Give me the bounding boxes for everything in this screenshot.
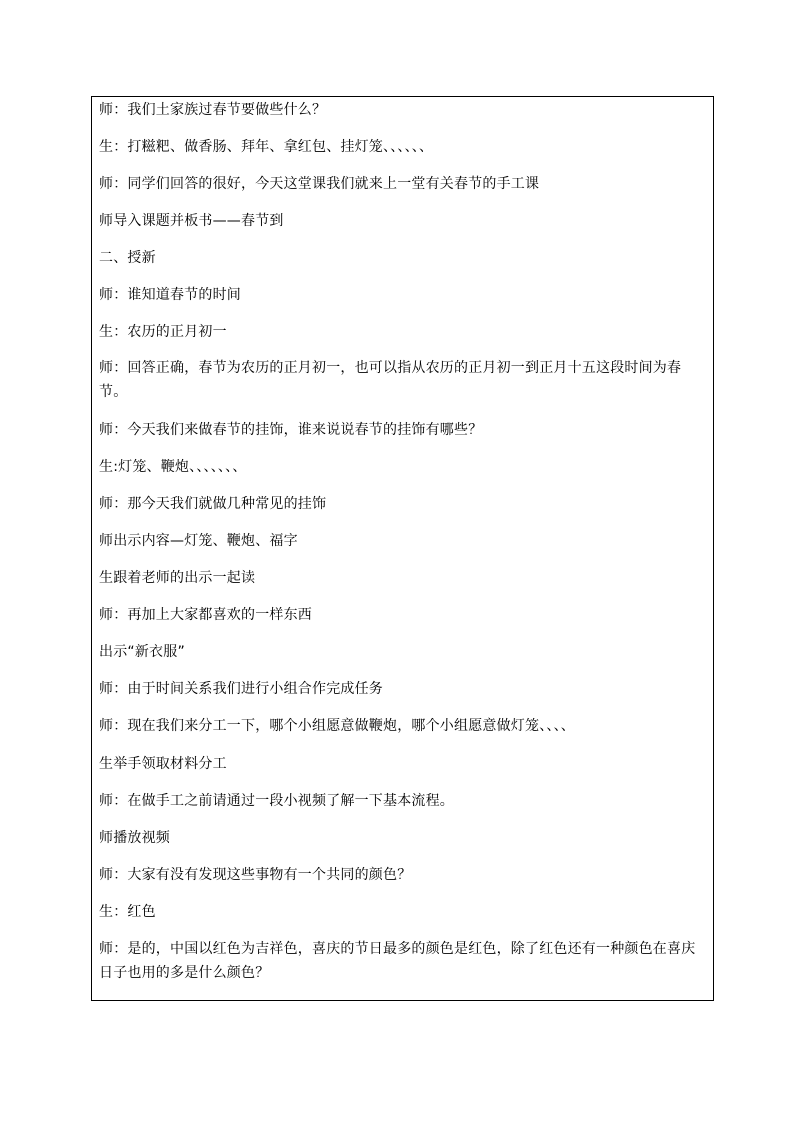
text-line: 师：我们土家族过春节要做些什么？	[99, 102, 327, 118]
text-line: 生：红色	[99, 904, 156, 920]
text-line: 师：今天我们来做春节的挂饰，谁来说说春节的挂饰有哪些？	[99, 422, 483, 438]
text-line: 师播放视频	[99, 830, 170, 846]
text-line: 师导入课题并板书——春节到	[99, 213, 284, 229]
text-line: 生：农历的正月初一	[99, 324, 227, 340]
text-line: 生举手领取材料分工	[99, 756, 227, 772]
text-line: 师：在做手工之前请通过一段小视频了解一下基本流程。	[99, 793, 454, 809]
text-line: 师：现在我们来分工一下，哪个小组愿意做鞭炮，哪个小组愿意做灯笼、、、、	[99, 718, 575, 734]
text-line: 师出示内容—灯笼、鞭炮、福字	[99, 533, 298, 549]
section-heading: 二、授新	[99, 250, 156, 266]
text-line: 师：谁知道春节的时间	[99, 287, 241, 303]
text-line: 生：打糍粑、做香肠、拜年、拿红包、挂灯笼、、、、、、	[99, 139, 434, 155]
text-line: 师：大家有没有发现这些事物有一个共同的颜色？	[99, 867, 412, 883]
text-line: 师：由于时间关系我们进行小组合作完成任务	[99, 681, 383, 697]
text-line: 师：那今天我们就做几种常见的挂饰	[99, 496, 327, 512]
text-paragraph: 师：回答正确，春节为农历的正月初一，也可以指从农历的正月初一到正月十五这段时间为春节。	[99, 360, 682, 400]
text-line: 师：同学们回答的很好，今天这堂课我们就来上一堂有关春节的手工课	[99, 176, 540, 192]
text-paragraph: 师：是的，中国以红色为吉祥色，喜庆的节日最多的颜色是红色，除了红色还有一种颜色在喜庆日子也用的多是什么颜色？	[99, 941, 696, 981]
lesson-content-box	[91, 96, 714, 1001]
text-line: 师：再加上大家都喜欢的一样东西	[99, 607, 312, 623]
text-line: 生:灯笼、鞭炮、、、、、、、	[99, 459, 247, 475]
text-line: 出示“新衣服”	[99, 644, 185, 660]
text-line: 生跟着老师的出示一起读	[99, 570, 256, 586]
